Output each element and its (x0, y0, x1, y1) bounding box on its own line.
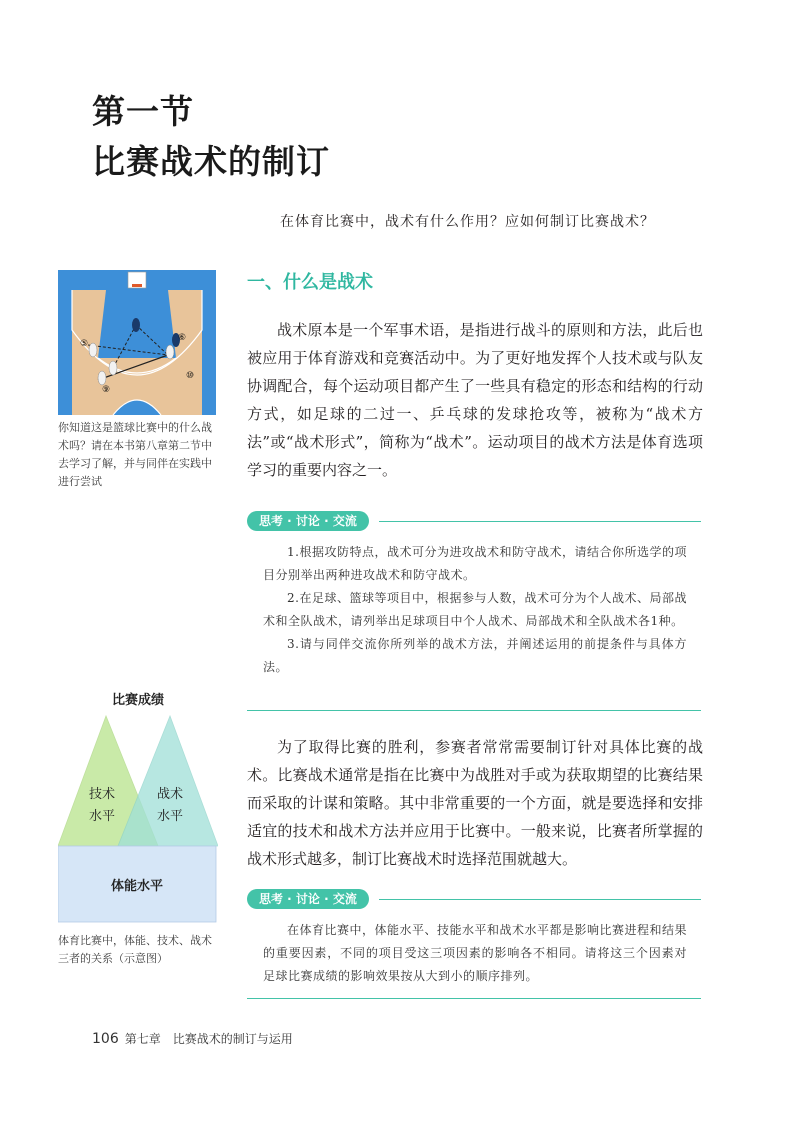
section-number: 第一节 (92, 92, 194, 131)
paragraph-match-tactics (247, 733, 703, 873)
section-title: 比赛战术的制订 (92, 142, 330, 181)
diagram-technique-label-1: 技术 (88, 787, 116, 802)
diagram-caption: 体育比赛中，体能、技术、战术三者的关系（示意图） (58, 934, 212, 965)
basketball-court-illustration (58, 270, 216, 415)
think-box-bottom-line (247, 998, 701, 999)
think-discuss-box-1 (247, 511, 701, 711)
player-number-10: ⑩ (186, 371, 195, 381)
think-tag: 思考 · 讨论 · 交流 (247, 889, 369, 909)
think-box-bottom-line (247, 710, 701, 711)
page-number: 106 (92, 1031, 119, 1047)
diagram-technique-label-2: 水平 (88, 809, 116, 824)
think-tag: 思考 · 讨论 · 交流 (247, 511, 369, 531)
player-number-9: ⑨ (102, 385, 111, 395)
diagram-base-label: 体能水平 (110, 879, 164, 894)
performance-factors-diagram (58, 686, 218, 926)
think-item: 在体育比赛中，体能水平、技能水平和战术水平都是影响比赛进程和结果的重要因素，不同的项目受这三项因素的影响各不相同。请将这三个因素对足球比赛成绩的影响效果按从大到小的顺序排列。 (263, 923, 688, 983)
chapter-title: 第七章 比赛战术的制订与运用 (124, 1032, 293, 1046)
diagram-top-label: 比赛成绩 (111, 693, 165, 708)
paragraph-text: 为了取得比赛的胜利，参赛者常常需要制订针对具体比赛的战术。比赛战术通常是指在比赛中为战胜对手或为获取期望的比赛结果而采取的计谋和策略。其中非常重要的一个方面，就是要选择和安排适宜的技术和战术方法并应用于比赛中。一般来说，比赛者所掌握的战术形式越多，制订比赛战术时选择范围就越大。 (247, 738, 703, 868)
think-item-1: 1.根据攻防特点，战术可分为进攻战术和防守战术，请结合你所选学的项目分别举出两种进攻战术和防守战术。 (263, 545, 687, 582)
think-box-top-line (379, 521, 701, 522)
think-content (263, 919, 687, 988)
court-caption: 你知道这是篮球比赛中的什么战术吗？请在本书第八章第二节中去学习了解，并与同伴在实践中进行尝试 (58, 421, 212, 488)
think-item-3: 3.请与同伴交流你所列举的战术方法，并阐述运用的前提条件与具体方法。 (263, 637, 687, 674)
think-content (263, 541, 687, 679)
think-box-top-line (379, 899, 701, 900)
diagram-tactics-label-2: 水平 (156, 809, 184, 824)
think-discuss-box-2 (247, 889, 701, 999)
paragraph-text: 战术原本是一个军事术语，是指进行战斗的原则和方法，此后也被应用于体育游戏和竞赛活动中。为了更好地发挥个人技术或与队友协调配合，每个运动项目都产生了一些具有稳定的形态和结构的行动方式，如足球的二过一、乒乓球的发球抢攻等，被称为“战术方法”或“战术形式”，简称为“战术”。运动项目的战术方法是体育选项学习的重要内容之一。 (247, 321, 703, 479)
think-item-2: 2.在足球、篮球等项目中，根据参与人数，战术可分为个人战术、局部战术和全队战术，请列举出足球项目中个人战术、局部战术和全队战术各1种。 (263, 591, 687, 628)
heading-what-is-tactics: 一、什么是战术 (247, 272, 373, 293)
player-number-5: ⑤ (80, 339, 89, 349)
guide-question: 在体育比赛中，战术有什么作用？应如何制订比赛战术？ (280, 214, 655, 230)
paragraph-tactics-definition (247, 316, 703, 484)
player-number-6: ⑥ (178, 333, 187, 343)
page-footer (92, 1030, 293, 1047)
diagram-tactics-label-1: 战术 (156, 787, 184, 802)
